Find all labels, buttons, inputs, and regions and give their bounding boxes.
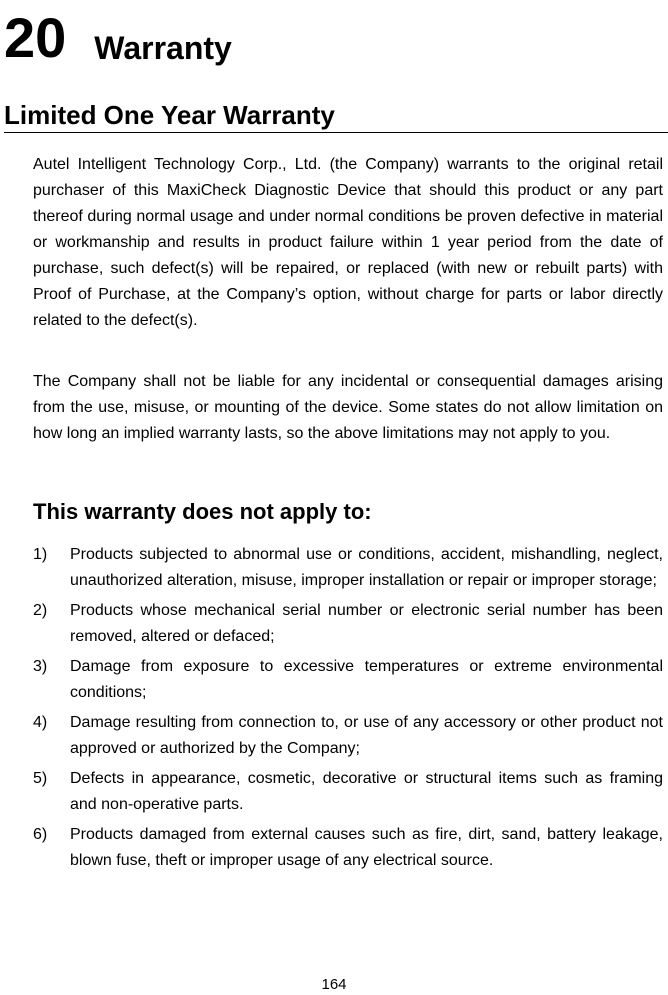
exclusion-text: Products subjected to abnormal use or conditions, accident, mishandling, neglect, unauthorized alteration, misuse, improper installation or repair or improper storage; [70, 546, 663, 589]
exclusion-item [33, 542, 663, 594]
exclusions-heading: This warranty does not apply to: [33, 499, 372, 524]
chapter-number: 20 [4, 6, 67, 69]
exclusion-text: Products whose mechanical serial number or electronic serial number has been removed, altered or defaced; [70, 602, 663, 645]
exclusion-marker: 5) [33, 770, 48, 787]
exclusion-text: Damage resulting from connection to, or use of any accessory or other product not approved or authorized by the Company; [70, 714, 663, 757]
exclusions-list [33, 542, 663, 878]
warranty-paragraph: Autel Intelligent Technology Corp., Ltd. (the Company) warrants to the original retail purchaser of this MaxiCheck Diagnostic Device that should this product or any part thereof during normal usage and under normal conditions be proven defective in material or workmanship and results in product failure within 1 year period from the date of purchase, such defect(s) will be repaired, or replaced (with new or rebuilt parts) with Proof of Purchase, at the Company’s option, without charge for parts or labor directly related to the defect(s). [33, 156, 663, 329]
exclusion-text: Defects in appearance, cosmetic, decorative or structural items such as framing and non-operative parts. [70, 770, 663, 813]
exclusion-text: Products damaged from external causes such as fire, dirt, sand, battery leakage, blown fuse, theft or improper usage of any electrical source. [70, 826, 663, 869]
chapter-title: Warranty [94, 30, 232, 66]
exclusion-item [33, 710, 663, 762]
exclusion-text: Damage from exposure to excessive temperatures or extreme environmental conditions; [70, 658, 663, 701]
exclusion-marker: 4) [33, 714, 48, 731]
exclusion-marker: 3) [33, 658, 48, 675]
exclusion-marker: 1) [33, 546, 48, 563]
section-title: Limited One Year Warranty [4, 99, 668, 133]
exclusion-item [33, 822, 663, 874]
exclusion-item [33, 598, 663, 650]
exclusion-item [33, 654, 663, 706]
liability-paragraph: The Company shall not be liable for any incidental or consequential damages arising from the use, misuse, or mounting of the device. Some states do not allow limitation on how long an implied warranty lasts, so the above limitations may not apply to you. [33, 373, 663, 442]
exclusion-marker: 2) [33, 602, 48, 619]
page-number: 164 [321, 976, 347, 993]
exclusion-marker: 6) [33, 826, 48, 843]
exclusion-item [33, 766, 663, 818]
chapter-heading [4, 6, 232, 70]
